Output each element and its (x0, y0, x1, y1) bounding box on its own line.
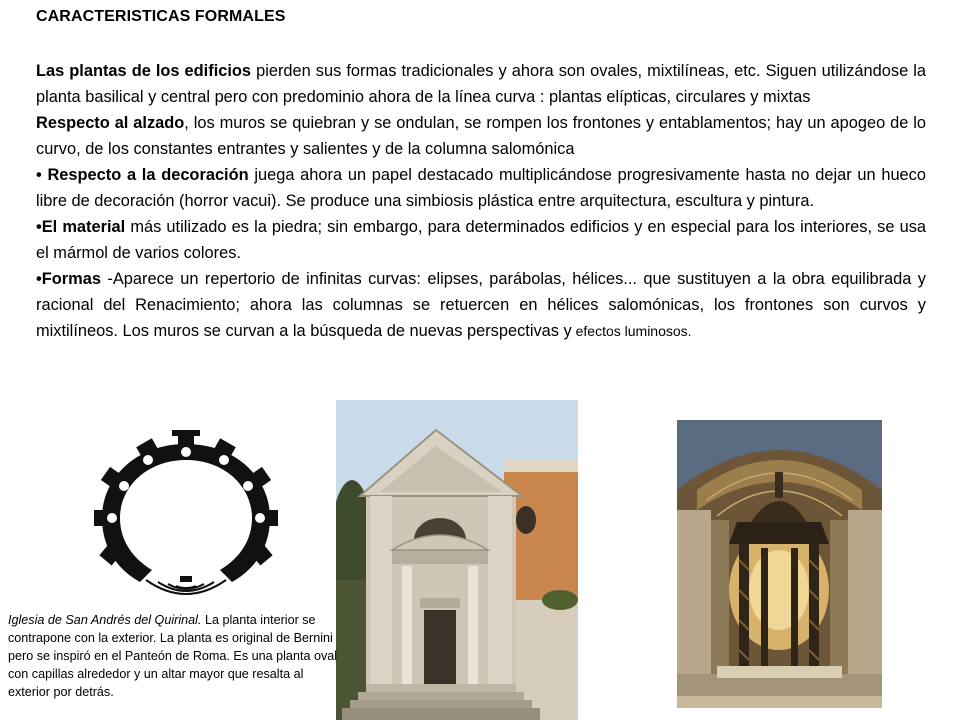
paragraph-formas-bold: Formas (41, 270, 101, 288)
paragraph-formas-tail: efectos luminosos. (571, 323, 692, 339)
paragraph-decoracion (36, 162, 926, 214)
paragraph-material (36, 214, 926, 266)
paragraph-plantas (36, 58, 926, 110)
paragraph-material-bold: El material (41, 218, 126, 236)
paragraph-decoracion-bullet: • (36, 166, 48, 184)
floor-plan-image (86, 430, 286, 600)
paragraph-alzado-text: , los muros se quiebran y se ondulan, se rompen los frontones y entablamentos; hay un apogeo de lo curvo, de los constantes entrantes y salientes y de la columna salomónica (36, 114, 926, 158)
church-facade-photo (336, 400, 578, 720)
caption-title: Iglesia de San Andrés del Quirinal. (8, 613, 202, 627)
interior-baldachin-photo (677, 420, 882, 708)
paragraph-material-bullet: • (36, 218, 42, 236)
paragraph-formas-bullet: • (36, 270, 42, 288)
paragraph-alzado (36, 110, 926, 162)
page-heading: CARACTERISTICAS FORMALES (36, 8, 286, 25)
caption-text: La planta interior se contrapone con la exterior. La planta es original de Bernini pero se inspiró en el Panteón de Roma. Es una planta oval con capillas alrededor y un altar mayor que resalta al exterior por detrás. (8, 613, 338, 699)
paragraph-formas-text: -Aparece un repertorio de infinitas curvas: elipses, parábolas, hélices... que sustituyen a la obra equilibrada y racional del Renacimiento; ahora las columnas se retuercen en hélices salomónicas, los frontones son curvos y mixtilíneos. Los muros se curvan a la búsqueda de nuevas perspectivas y (36, 270, 926, 340)
paragraph-material-text: más utilizado es la piedra; sin embargo, para determinados edificios y en especial para los interiores, se usa el mármol de varios colores. (36, 218, 927, 262)
image-caption (8, 611, 338, 701)
body-text (36, 58, 926, 344)
paragraph-plantas-bold: Las plantas de los edificios (36, 62, 252, 80)
paragraph-alzado-bold: Respecto al alzado (36, 114, 185, 132)
paragraph-decoracion-text: juega ahora un papel destacado multiplicándose progresivamente hasta no dejar un hueco libre de decoración (horror vacui). Se produce una simbiosis plástica entre arquitectura, escultura y pintura. (36, 166, 926, 210)
paragraph-plantas-text: pierden sus formas tradicionales y ahora son ovales, mixtilíneas, etc. Siguen utilizándose la planta basilical y central pero con predominio ahora de la línea curva : plantas elípticas, circulares y mixtas (36, 62, 926, 106)
paragraph-formas (36, 266, 926, 344)
paragraph-decoracion-bold: Respecto a la decoración (47, 166, 249, 184)
